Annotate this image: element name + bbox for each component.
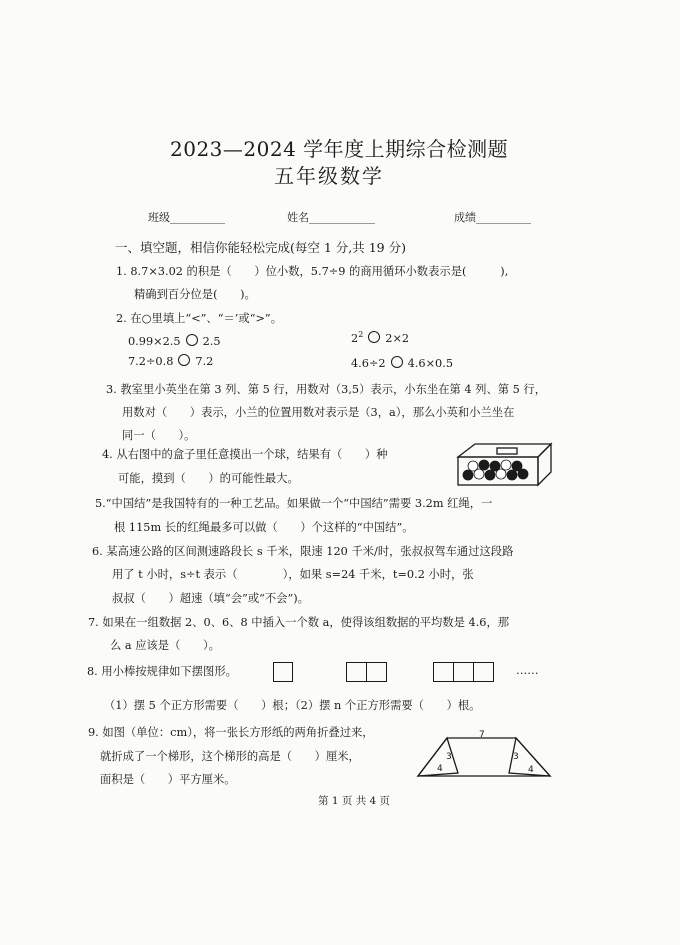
- q8-line2: （1）摆 5 个正方形需要（ ）根；（2）摆 n 个正方形需要（ ）根。: [104, 699, 481, 712]
- q2-item-c: 7.2÷0.8 7.2: [128, 355, 214, 368]
- page-subtitle: 五年级数学: [274, 164, 384, 188]
- q1-line2: 精确到百分位是( )。: [134, 288, 256, 301]
- one-square-figure: [273, 662, 293, 682]
- q7-line1: 7. 如果在一组数据 2、0、6、8 中插入一个数 a，使得该组数据的平均数是 4.6，那: [88, 616, 510, 629]
- q2-item-a: 0.99×2.5 2.5: [128, 335, 221, 348]
- compare-circle[interactable]: [186, 334, 198, 346]
- page-title: 2023—2024 学年度上期综合检测题: [170, 137, 509, 161]
- compare-circle[interactable]: [178, 354, 190, 366]
- q6-line1: 6. 某高速公路的区间测速路段长 s 千米，限速 120 千米/时，张叔叔驾车通过这段路: [92, 545, 514, 558]
- q9-line1: 9. 如图（单位：cm），将一张长方形纸的两角折叠过来，: [88, 726, 374, 739]
- q2-line1: 2. 在○里填上“<”、“＝’或“>”。: [116, 312, 283, 325]
- square-divider: [473, 662, 475, 682]
- q5-line1: 5.“中国结”是我国特有的一种工艺品。如果做一个“中国结”需要 3.2m 红绳，一: [95, 497, 493, 510]
- score-field: 成绩__________: [454, 211, 531, 224]
- q6-line3: 叔叔（ ）超速（填“会”或“不会”)。: [112, 592, 309, 605]
- q9-line3: 面积是（ ）平方厘米。: [100, 773, 236, 786]
- q3-line2: 用数对（ ）表示，小兰的位置用数对表示是（3，a），那么小英和小兰坐在: [122, 406, 515, 419]
- compare-circle[interactable]: [391, 356, 403, 368]
- square-divider: [453, 662, 455, 682]
- continue-dots: ……: [516, 664, 539, 677]
- page-footer: 第 1 页 共 4 页: [318, 795, 391, 807]
- left-fold-label-3: 3: [446, 752, 452, 762]
- q2-item-b: $2^2$ 2×2: [351, 330, 410, 345]
- q6-line2: 用了 t 小时，s÷t 表示（ ），如果 s=24 千米，t=0.2 小时，张: [112, 568, 474, 581]
- q3-line3: 同一（ ）。: [122, 429, 196, 442]
- section-heading: 一、填空题，相信你能轻松完成(每空 1 分,共 19 分): [115, 240, 406, 255]
- compare-circle[interactable]: [368, 331, 380, 343]
- class-field: 班级__________: [148, 211, 225, 224]
- q9-line2: 就折成了一个梯形，这个梯形的高是（ ）厘米，: [100, 750, 360, 763]
- q3-line1: 3. 教室里小英坐在第 3 列、第 5 行，用数对（3,5）表示，小东坐在第 4 列、第 5 行，: [106, 383, 547, 396]
- q4-line2: 可能，摸到（ ）的可能性最大。: [118, 472, 299, 485]
- q7-line2: 么 a 应该是（ ）。: [110, 639, 220, 652]
- q4-line1: 4. 从右图中的盒子里任意摸出一个球，结果有（ ）种: [102, 448, 388, 461]
- top-length-label: 7: [479, 730, 485, 740]
- left-fold-label-4: 4: [437, 764, 443, 774]
- three-squares-figure: [433, 662, 494, 682]
- q5-line2: 根 115m 长的红绳最多可以做（ ）个这样的“中国结”。: [114, 521, 414, 534]
- trapezoid-figure: [416, 728, 556, 784]
- right-fold-label-3: 3: [513, 752, 519, 762]
- ball-box-figure: [453, 440, 555, 488]
- q1-line1: 1. 8.7×3.02 的积是（ ）位小数，5.7÷9 的商用循环小数表示是( ),: [116, 265, 509, 278]
- name-field: 姓名____________: [287, 211, 375, 224]
- square-divider: [366, 662, 368, 682]
- q2-item-d: 4.6÷2 4.6×0.5: [351, 357, 454, 370]
- right-fold-label-4: 4: [528, 765, 534, 775]
- q8-line1: 8. 用小棒按规律如下摆图形。: [87, 665, 237, 678]
